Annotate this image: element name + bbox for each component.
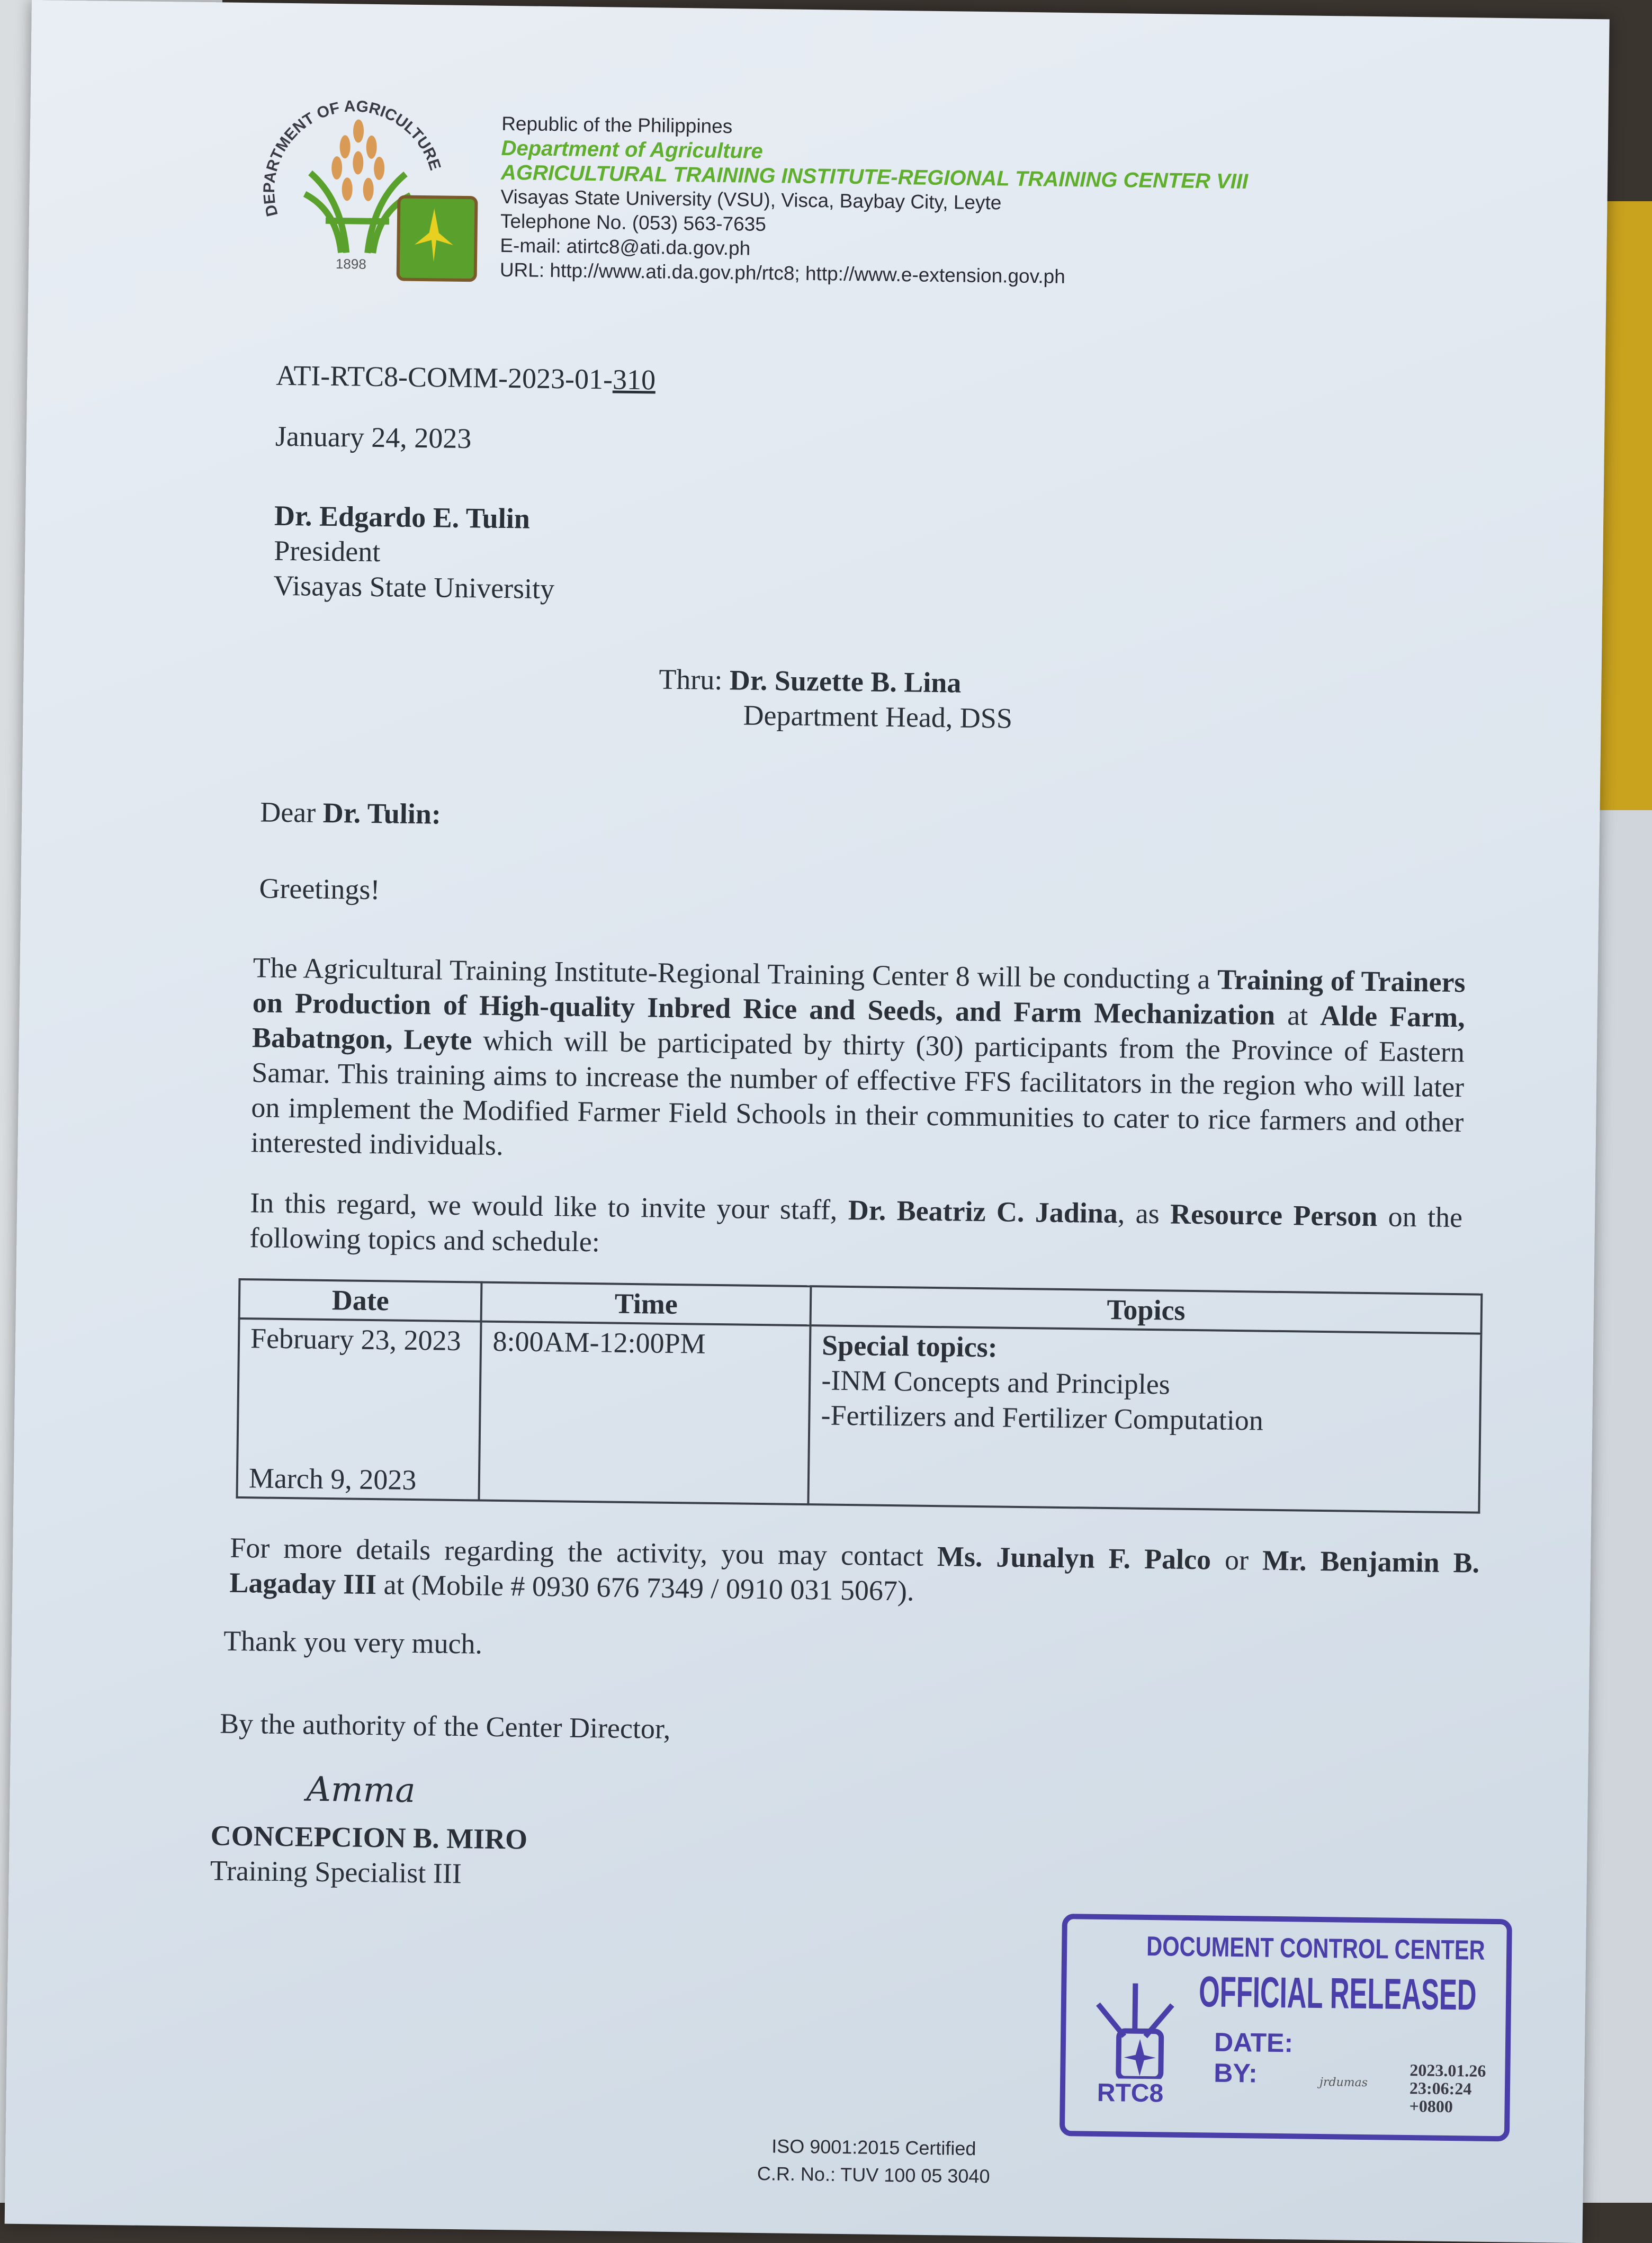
schedule-table: [236, 1278, 1483, 1514]
paragraph-contact: [229, 1530, 1479, 1616]
contact-person-2: Mr. Benjamin B. Lagaday III: [229, 1544, 1480, 1601]
svg-text:DEPARTMENT OF AGRICULTURE: DEPARTMENT OF AGRICULTURE: [260, 97, 444, 218]
department-name: Department of Agriculture: [501, 136, 764, 163]
salutation-prefix: Dear: [259, 796, 324, 829]
recipient-title: President: [273, 534, 381, 568]
thru-title: Department Head, DSS: [743, 699, 1013, 734]
stamp-time: 23:06:24: [1409, 2078, 1472, 2098]
greeting: Greetings!: [259, 872, 380, 906]
text: which will be participated by thirty (30) participants from the Province of Eastern Samar. This training aims to increase the number of effective FFS facilitators in the region who will later on implement the Modified Farmer Field Schools in their communities to cater to rice farmers and other interested individuals.: [250, 1024, 1465, 1162]
signatory-title: Training Specialist III: [210, 1854, 462, 1890]
cr-number: C.R. No.: TUV 100 05 3040: [757, 2163, 990, 2187]
text: on the following topics and schedule:: [249, 1200, 1463, 1258]
topic-item: -Fertilizers and Fertilizer Computation: [821, 1399, 1264, 1437]
institute-name: AGRICULTURAL TRAINING INSTITUTE-REGIONAL TRAINING CENTER VIII: [500, 160, 1249, 194]
date-2: March 9, 2023: [248, 1462, 417, 1496]
text: at: [1274, 999, 1321, 1031]
paragraph-invitation: [249, 1185, 1462, 1270]
stamp-initials: jrdumas: [1319, 2076, 1368, 2090]
recipient-block: [273, 498, 555, 606]
svg-text:1898: 1898: [335, 256, 366, 272]
url: URL: http://www.ati.da.gov.ph/rtc8; http://www.e-extension.gov.ph: [499, 258, 1066, 288]
text: The Agricultural Training Institute-Regional Training Center 8 will be conducting a: [253, 952, 1218, 995]
letter-date: January 24, 2023: [275, 420, 472, 455]
thru-label: Thru:: [659, 663, 723, 696]
reference-number: [276, 358, 656, 398]
footer-certification: [757, 2132, 991, 2190]
letterhead: [500, 112, 1249, 291]
venue: Alde Farm, Babatngon, Leyte: [252, 999, 1466, 1056]
stamp-timestamp: [1409, 2061, 1486, 2116]
stamp-date: 2023.01.26: [1409, 2060, 1486, 2080]
letter-page: [5, 0, 1610, 2243]
official-released-stamp: [1060, 1914, 1512, 2141]
ati-logo-icon: [397, 195, 478, 282]
stamp-timezone: +0800: [1409, 2096, 1453, 2116]
stamp-line2: OFFICIAL RELEASED: [1198, 1968, 1477, 2020]
header-topics: Topics: [811, 1286, 1482, 1333]
reference-prefix: ATI-RTC8-COMM-2023-01-: [276, 359, 613, 396]
topics-heading: Special topics:: [821, 1329, 998, 1363]
thru-block: [658, 662, 1013, 736]
text: In this regard, we would like to invite your staff,: [249, 1187, 849, 1226]
iso-certified: ISO 9001:2015 Certified: [771, 2135, 976, 2160]
authority-line: By the authority of the Center Director,: [219, 1707, 671, 1745]
letter-body: [210, 794, 1480, 1903]
stamp-labels: [1214, 2027, 1293, 2089]
stamp-date-label: DATE:: [1214, 2027, 1294, 2058]
topic-item: -INM Concepts and Principles: [821, 1364, 1171, 1401]
table-row: [237, 1318, 1481, 1513]
salutation: [260, 794, 1468, 844]
header-time: Time: [481, 1282, 811, 1326]
stamp-by-label: BY:: [1214, 2058, 1258, 2088]
telephone: Telephone No. (053) 563-7635: [500, 210, 767, 235]
role: Resource Person: [1170, 1198, 1378, 1233]
resource-person-name: Dr. Beatriz C. Jadina: [848, 1194, 1118, 1230]
stamp-logo-text: RTC8: [1097, 2078, 1164, 2108]
contact-person-1: Ms. Junalyn F. Palco: [937, 1540, 1211, 1576]
stamp-line1: DOCUMENT CONTROL CENTER: [1146, 1931, 1485, 1966]
thru-name: Dr. Suzette B. Lina: [729, 664, 962, 699]
date-cell: [237, 1318, 481, 1501]
contact-numbers: at (Mobile # 0930 676 7349 / 0910 031 5067).: [376, 1568, 914, 1607]
email: E-mail: atirtc8@ati.da.gov.ph: [500, 234, 751, 259]
salutation-name: Dr. Tulin:: [322, 796, 442, 830]
training-title: Training of Trainers on Production of High-quality Inbred Rice and Seeds, and Farm Mechanization: [252, 963, 1466, 1031]
time-cell: 8:00AM-12:00PM: [479, 1322, 811, 1505]
rtc8-emblem-icon: [1081, 1972, 1188, 2079]
topics-cell: [809, 1325, 1482, 1512]
date-1: February 23, 2023: [250, 1322, 461, 1357]
text: For more details regarding the activity, you may contact: [229, 1531, 938, 1573]
text: , as: [1117, 1197, 1171, 1230]
recipient-name: Dr. Edgardo E. Tulin: [274, 499, 531, 535]
address: Visayas State University (VSU), Visca, Baybay City, Leyte: [500, 185, 1002, 214]
reference-serial: 310: [612, 363, 656, 396]
paragraph-training: [250, 950, 1466, 1174]
header-date: Date: [239, 1279, 482, 1322]
republic-line: Republic of the Philippines: [501, 112, 733, 138]
signature: Amma: [306, 1770, 416, 1811]
closing: Thank you very much.: [223, 1625, 483, 1660]
signatory-name: CONCEPCION B. MIRO: [210, 1819, 528, 1855]
text: or: [1210, 1544, 1263, 1576]
recipient-organization: Visayas State University: [273, 569, 555, 605]
